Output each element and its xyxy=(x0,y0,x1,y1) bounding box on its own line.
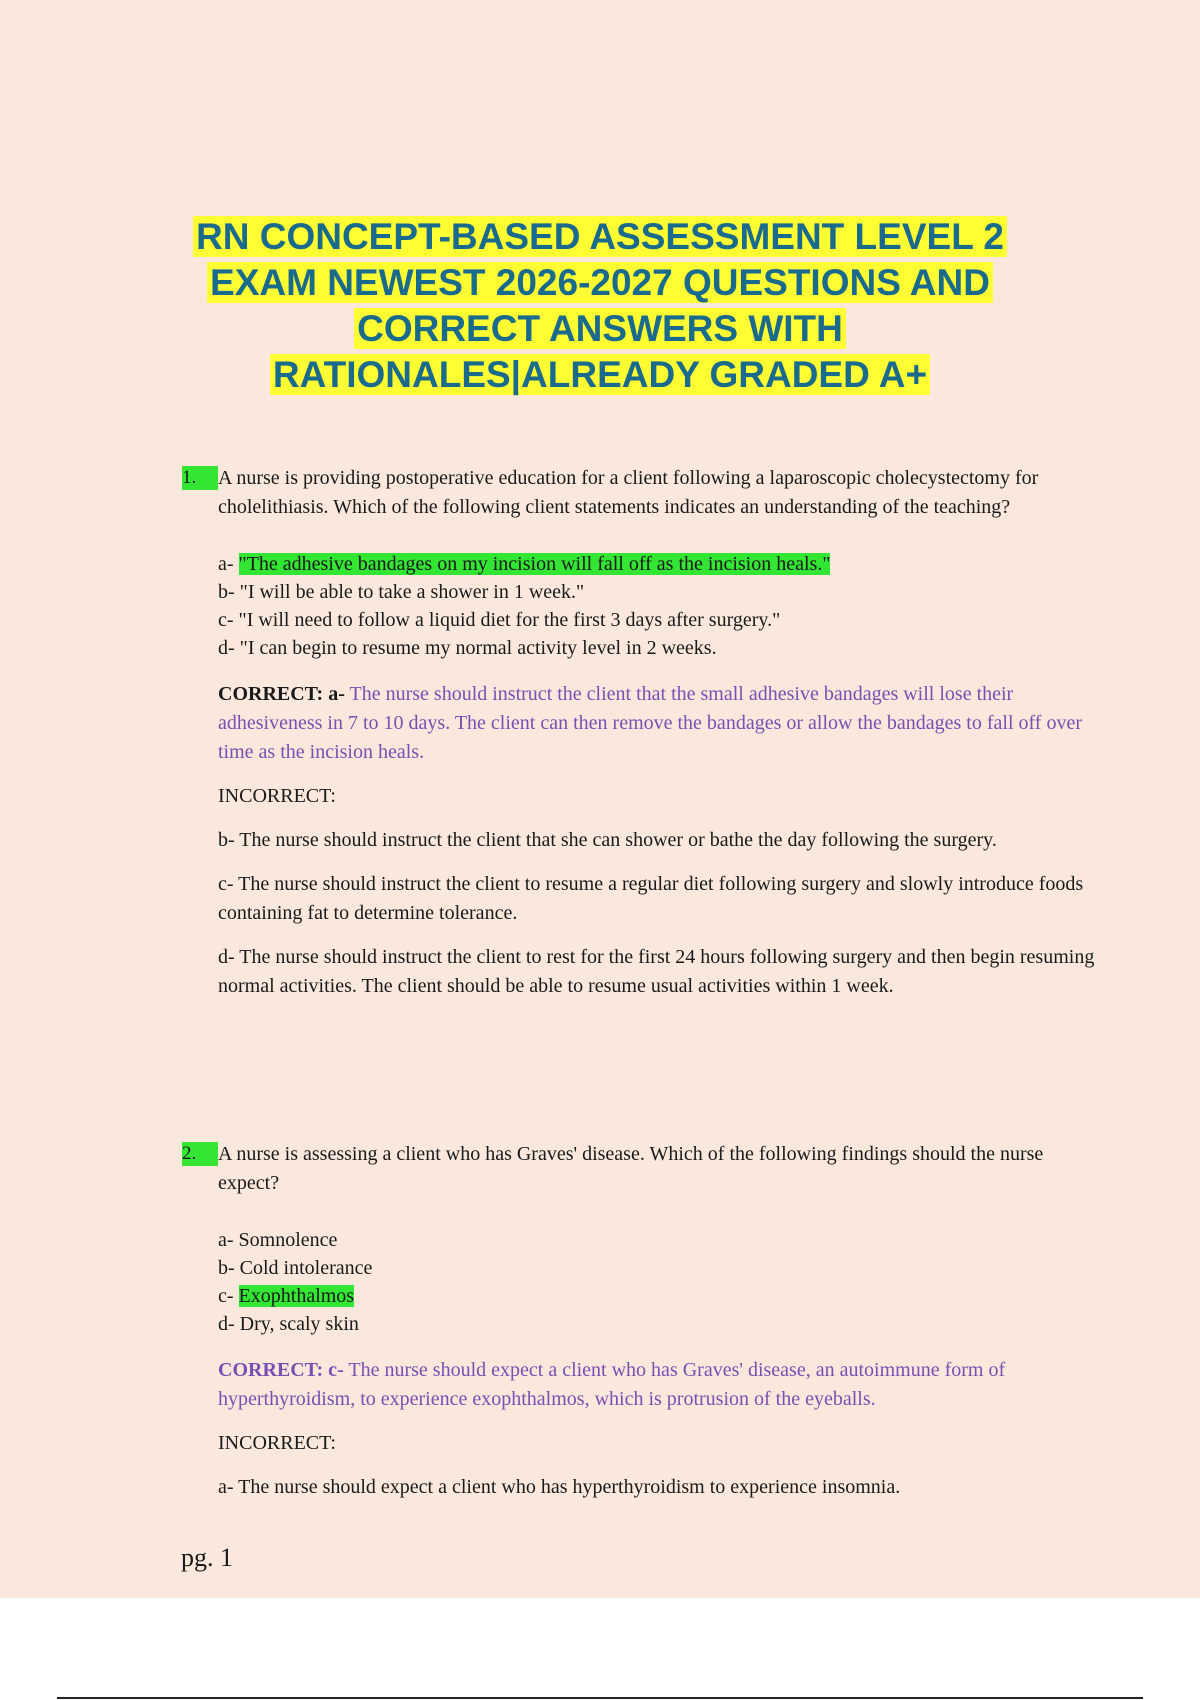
question-1 xyxy=(182,464,1098,1001)
question-stem: A nurse is assessing a client who has Graves' disease. Which of the following findings should the nurse expect? xyxy=(218,1143,1044,1194)
answer-options xyxy=(218,550,1098,662)
question-number: 2. xyxy=(182,1142,218,1166)
option-c xyxy=(218,1282,1098,1310)
incorrect-label: INCORRECT: xyxy=(218,785,336,807)
option-prefix: a- xyxy=(218,553,234,575)
correct-rationale xyxy=(218,680,1098,767)
option-a: a- Somnolence xyxy=(218,1229,338,1251)
option-b: b- Cold intolerance xyxy=(218,1257,373,1279)
option-d: d- "I can begin to resume my normal activity level in 2 weeks. xyxy=(218,637,717,659)
title-line-4: RATIONALES|ALREADY GRADED A+ xyxy=(270,354,930,395)
option-prefix: c- xyxy=(218,1285,234,1307)
incorrect-label: INCORRECT: xyxy=(218,1432,336,1454)
title-line-2: EXAM NEWEST 2026-2027 QUESTIONS AND xyxy=(207,262,993,303)
correct-option-highlight: "The adhesive bandages on my incision will fall off as the incision heals." xyxy=(238,553,831,575)
correct-rationale xyxy=(218,1356,1098,1414)
correct-letter: a- xyxy=(328,683,345,705)
answer-options xyxy=(218,1226,1098,1338)
bottom-divider xyxy=(57,1697,1143,1699)
page-number: pg. 1 xyxy=(181,1543,233,1572)
title-line-1: RN CONCEPT-BASED ASSESSMENT LEVEL 2 xyxy=(193,216,1007,257)
correct-label: CORRECT: c- xyxy=(218,1359,344,1381)
correct-rationale-text: The nurse should expect a client who has Graves' disease, an autoimmune form of hyperthyroidism, to experience exophthalmos, which is protrusion of the eyeballs. xyxy=(218,1359,1006,1410)
option-b: b- "I will be able to take a shower in 1 week." xyxy=(218,581,585,603)
correct-rationale-text: The nurse should instruct the client that the small adhesive bandages will lose their adhesiveness in 7 to 10 days. The client can then remove the bandages or allow the bandages to fall off over time as the incision heals. xyxy=(218,683,1082,763)
question-2 xyxy=(182,1140,1098,1502)
option-a xyxy=(218,550,1098,578)
incorrect-rationale-b: b- The nurse should instruct the client that she can shower or bathe the day following the surgery. xyxy=(218,829,997,851)
incorrect-rationale-c: c- The nurse should instruct the client to resume a regular diet following surgery and slowly introduce foods containing fat to determine tolerance. xyxy=(218,873,1084,924)
question-stem: A nurse is providing postoperative education for a client following a laparoscopic cholecystectomy for cholelithiasis. Which of the following client statements indicates an understanding of the teaching? xyxy=(218,467,1039,518)
correct-option-highlight: Exophthalmos xyxy=(238,1285,355,1307)
document-title xyxy=(150,214,1050,398)
incorrect-rationale-d: d- The nurse should instruct the client to rest for the first 24 hours following surgery and then begin resuming normal activities. The client should be able to resume usual activities within 1 week. xyxy=(218,946,1095,997)
option-c: c- "I will need to follow a liquid diet for the first 3 days after surgery." xyxy=(218,609,781,631)
option-d: d- Dry, scaly skin xyxy=(218,1313,359,1335)
question-number: 1. xyxy=(182,466,218,490)
correct-label: CORRECT: xyxy=(218,683,324,705)
title-line-3: CORRECT ANSWERS WITH xyxy=(354,308,846,349)
incorrect-rationale-a: a- The nurse should expect a client who has hyperthyroidism to experience insomnia. xyxy=(218,1476,901,1498)
